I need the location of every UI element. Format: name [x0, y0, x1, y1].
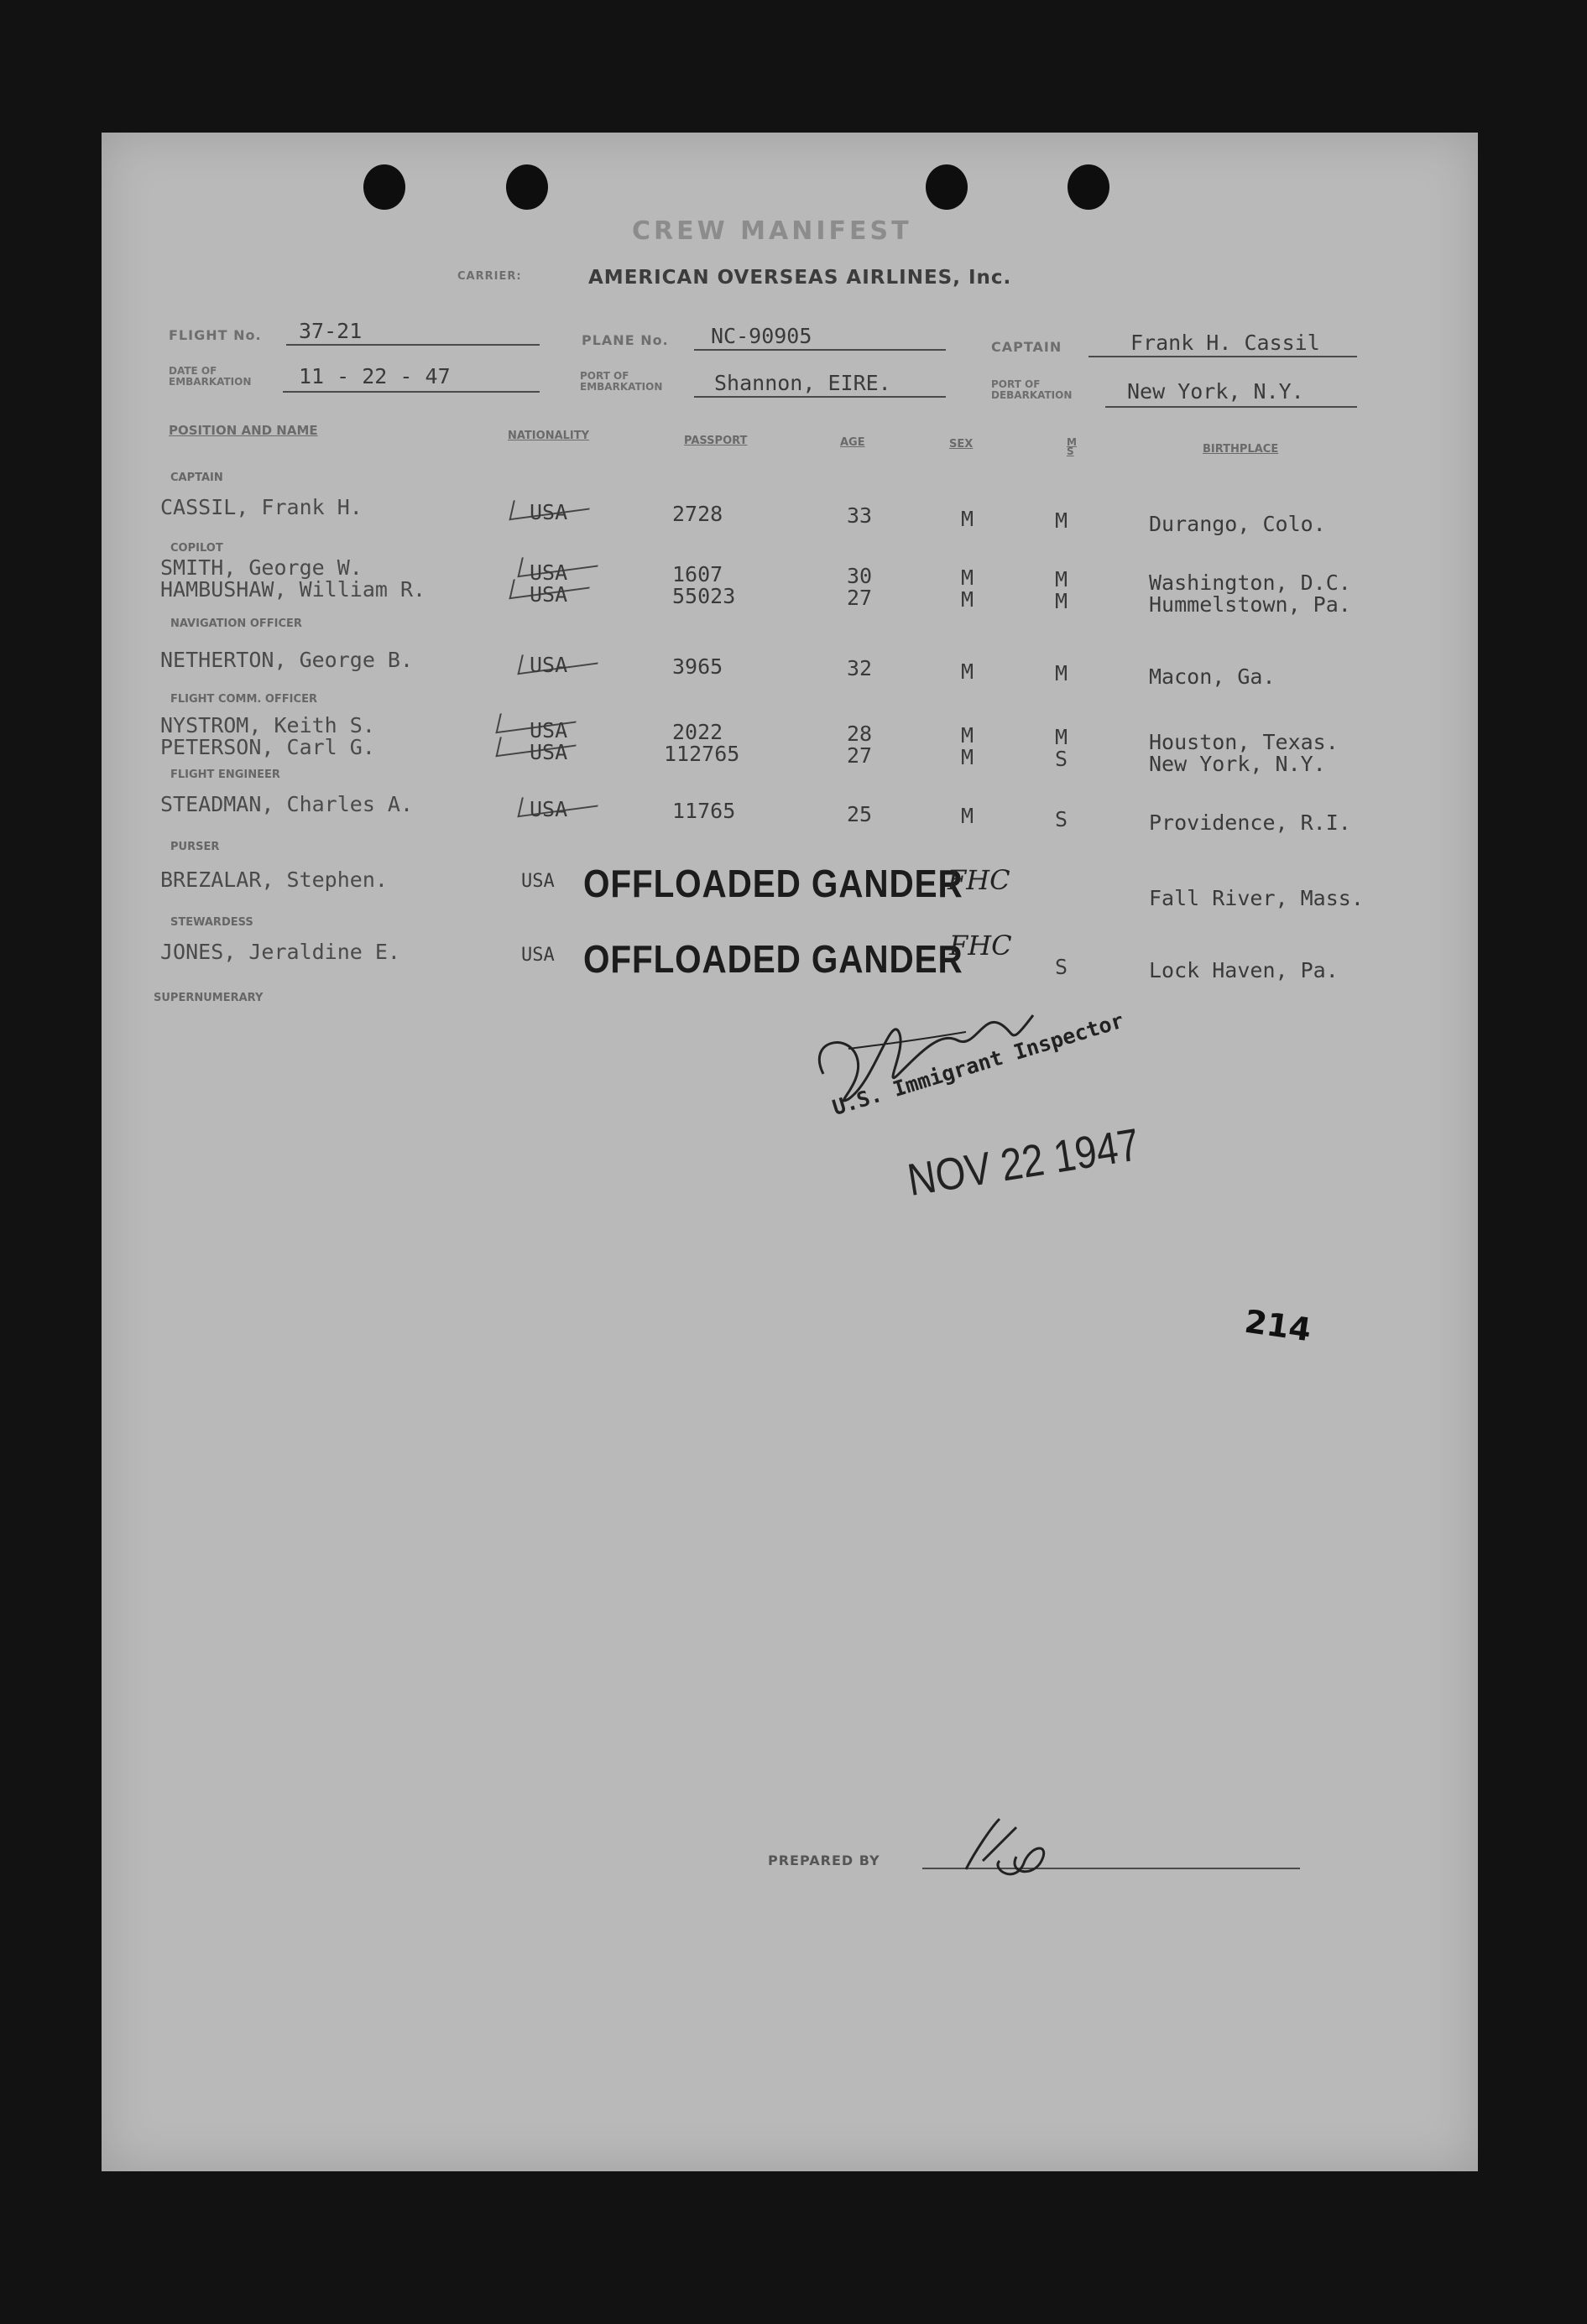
crew-birthplace: Providence, R.I.: [1149, 810, 1351, 835]
crew-age: 27: [847, 743, 873, 768]
crew-nationality: USA: [530, 582, 568, 607]
plane-no-line: [694, 349, 946, 351]
crew-age: 28: [847, 722, 873, 746]
crew-ms: S: [1055, 807, 1068, 831]
pos-copilot: COPILOT: [170, 542, 223, 555]
flight-no-label: FLIGHT No.: [169, 327, 262, 343]
port-emb-line: [694, 396, 946, 398]
flight-no-value: 37-21: [299, 319, 363, 343]
crew-ms: S: [1055, 955, 1068, 979]
crew-name: HAMBUSHAW, William R.: [160, 577, 426, 602]
date-value: 11 - 22 - 47: [299, 364, 451, 388]
punch-hole: [363, 164, 405, 210]
crew-nationality: USA: [530, 560, 568, 585]
captain-label: CAPTAIN: [991, 339, 1062, 355]
crew-passport: 1607: [672, 562, 723, 586]
pos-supernumerary: SUPERNUMERARY: [154, 992, 264, 1004]
crew-name: BREZALAR, Stephen.: [160, 868, 388, 892]
crew-sex: M: [961, 804, 974, 828]
date-label-line-1: DATE OF: [169, 365, 217, 377]
crew-age: 27: [847, 586, 873, 610]
crew-nationality: USA: [530, 500, 568, 524]
crew-birthplace: Macon, Ga.: [1149, 664, 1276, 689]
crew-passport: 55023: [672, 584, 736, 608]
pos-stewardess: STEWARDESS: [170, 916, 253, 929]
port-emb-value: Shannon, EIRE.: [714, 371, 891, 395]
punch-hole: [1068, 164, 1109, 210]
crew-passport: 112765: [664, 742, 740, 766]
prepared-by-signature: [949, 1811, 1075, 1894]
page-number: 214: [1242, 1302, 1314, 1349]
crew-nationality: USA: [521, 871, 555, 892]
port-deb-label-line-1: PORT OF: [991, 378, 1041, 390]
punch-hole: [506, 164, 548, 210]
manifest-page: [102, 133, 1478, 2171]
crew-age: 25: [847, 802, 873, 826]
col-sex: SEX: [949, 438, 974, 451]
col-passport: PASSPORT: [684, 435, 748, 447]
crew-ms: M: [1055, 589, 1068, 613]
crew-age: 33: [847, 503, 873, 528]
crew-ms: M: [1055, 661, 1068, 685]
crew-nationality: USA: [530, 740, 568, 764]
port-deb-label-line-2: DEBARKATION: [991, 389, 1073, 401]
prepared-by-label: PREPARED BY: [768, 1852, 880, 1868]
crew-birthplace: Hummelstown, Pa.: [1149, 592, 1351, 617]
port-deb-value: New York, N.Y.: [1127, 379, 1304, 404]
punch-hole: [926, 164, 968, 210]
inspector-stamp: U.S. Immigrant Inspector: [829, 1008, 1127, 1120]
crew-sex: M: [961, 745, 974, 769]
plane-no-label: PLANE No.: [582, 332, 669, 348]
crew-sex: M: [961, 507, 974, 531]
crew-age: 30: [847, 564, 873, 588]
crew-name: NETHERTON, George B.: [160, 648, 414, 672]
crew-passport: 2728: [672, 502, 723, 526]
crew-name: CASSIL, Frank H.: [160, 495, 363, 519]
crew-sex: M: [961, 587, 974, 612]
crew-sex: M: [961, 565, 974, 590]
date-line: [283, 391, 540, 393]
crew-nationality: USA: [521, 945, 555, 966]
date-label-line-2: EMBARKATION: [169, 376, 252, 388]
pos-purser: PURSER: [170, 841, 220, 853]
crew-name: NYSTROM, Keith S.: [160, 713, 375, 737]
crew-birthplace: Washington, D.C.: [1149, 571, 1351, 595]
port-deb-label: [991, 379, 1072, 401]
crew-birthplace: Lock Haven, Pa.: [1149, 958, 1339, 982]
crew-nationality: USA: [530, 797, 568, 821]
col-birthplace: BIRTHPLACE: [1203, 443, 1279, 456]
col-nationality: NATIONALITY: [508, 430, 590, 442]
crew-birthplace: Fall River, Mass.: [1149, 886, 1364, 910]
pos-flight-engineer: FLIGHT ENGINEER: [170, 769, 280, 781]
crew-ms: M: [1055, 508, 1068, 533]
plane-no-value: NC-90905: [711, 324, 812, 348]
crew-nationality: USA: [530, 718, 568, 743]
crew-passport: 2022: [672, 720, 723, 744]
captain-line: [1088, 356, 1357, 357]
form-title: CREW MANIFEST: [632, 216, 912, 246]
crew-name: STEADMAN, Charles A.: [160, 792, 414, 816]
crew-birthplace: New York, N.Y.: [1149, 752, 1326, 776]
stamp-initials: FHC: [949, 930, 1012, 961]
carrier-label: CARRIER:: [457, 270, 522, 283]
col-ms: M S: [1067, 436, 1077, 457]
crew-sex: M: [961, 659, 974, 684]
offloaded-stamp: OFFLOADED GANDER: [583, 862, 963, 905]
pos-captain: CAPTAIN: [170, 472, 223, 484]
crew-nationality: USA: [530, 653, 568, 677]
carrier-name: AMERICAN OVERSEAS AIRLINES, Inc.: [588, 267, 1012, 289]
port-deb-line: [1105, 406, 1357, 408]
pos-flight-comm: FLIGHT COMM. OFFICER: [170, 693, 317, 706]
crew-age: 32: [847, 656, 873, 680]
crew-ms: M: [1055, 567, 1068, 591]
pos-navigation: NAVIGATION OFFICER: [170, 617, 302, 630]
col-position: POSITION AND NAME: [169, 423, 318, 438]
crew-birthplace: Houston, Texas.: [1149, 730, 1339, 754]
date-label: [169, 366, 251, 388]
port-emb-label: [580, 371, 662, 393]
crew-passport: 3965: [672, 654, 723, 679]
inspector-date: NOV 22 1947: [904, 1119, 1143, 1206]
port-emb-label-line-2: EMBARKATION: [580, 381, 663, 393]
crew-birthplace: Durango, Colo.: [1149, 512, 1326, 536]
port-emb-label-line-1: PORT OF: [580, 370, 629, 382]
offloaded-stamp: OFFLOADED GANDER: [583, 937, 963, 981]
crew-passport: 11765: [672, 799, 736, 823]
crew-name: PETERSON, Carl G.: [160, 735, 375, 759]
crew-sex: M: [961, 723, 974, 748]
flight-no-line: [286, 344, 540, 346]
crew-ms: M: [1055, 725, 1068, 749]
crew-name: SMITH, George W.: [160, 555, 363, 580]
col-age: AGE: [840, 436, 865, 449]
crew-name: JONES, Jeraldine E.: [160, 940, 400, 964]
stamp-initials: FHC: [948, 864, 1010, 896]
captain-value: Frank H. Cassil: [1130, 331, 1320, 355]
crew-ms: S: [1055, 747, 1068, 771]
